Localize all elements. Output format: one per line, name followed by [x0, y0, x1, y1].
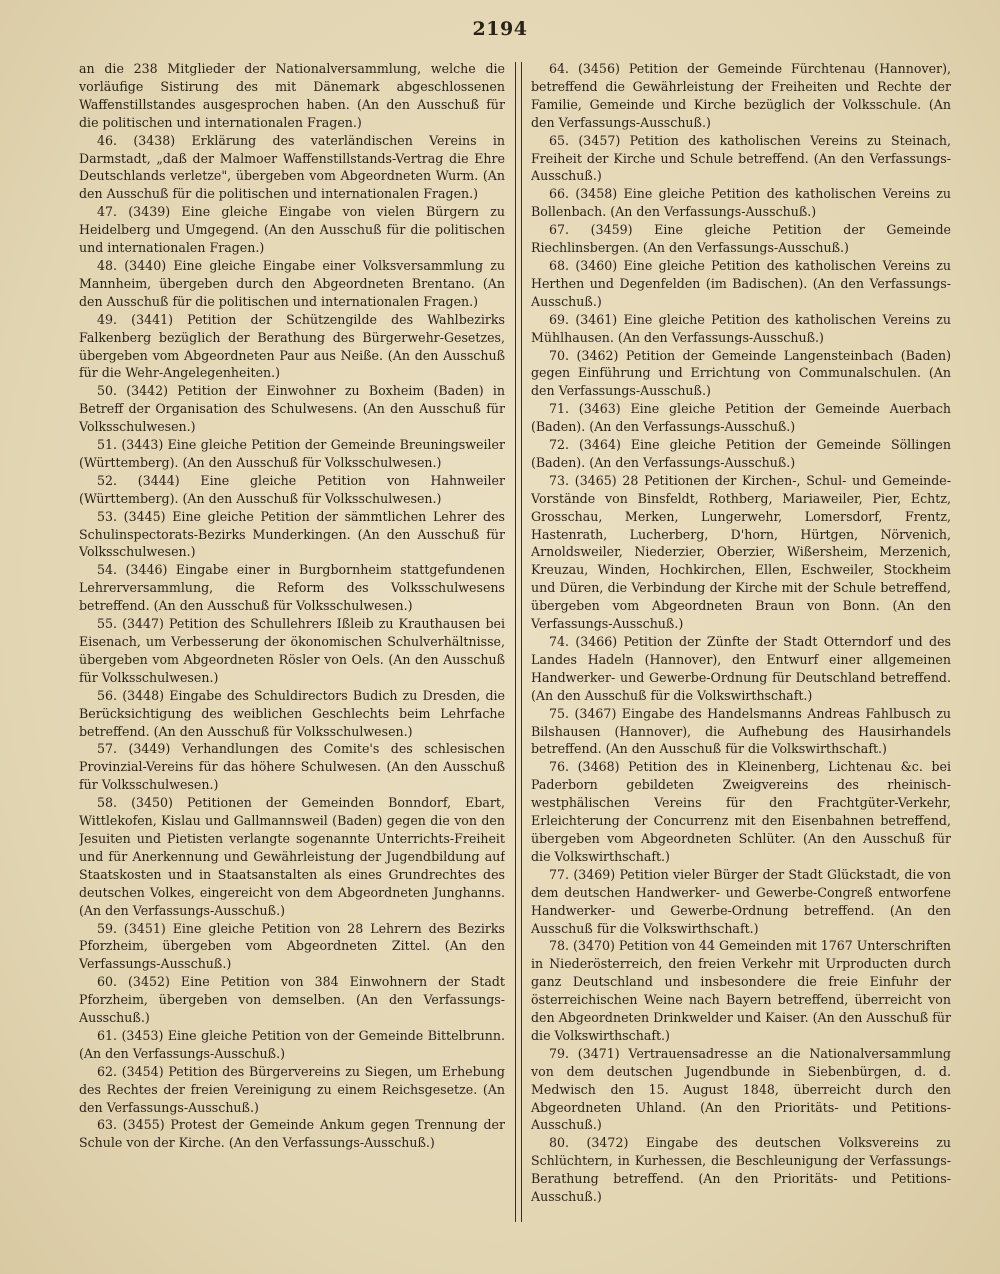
- petition-entry: 74. (3466) Petition der Zünfte der Stadt Otterndorf und des Landes Hadeln (Hannover), den Entwurf einer allgemeinen Handwerker- und Gewerbe-Ordnung für Deutschland betreffend. (An den Ausschuß für die Volkswirthschaft.): [531, 634, 951, 703]
- petition-entry: 54. (3446) Eingabe einer in Burgbornheim stattgefundenen Lehrerversammlung, die Reform des Volksschulwesens betreffend. (An den Ausschuß für Volksschulwesen.): [79, 562, 505, 614]
- petition-entry: 76. (3468) Petition des in Kleinenberg, Lichtenau &c. bei Paderborn gebildeten Zweigvereins des rheinisch-westphälischen Vereins für den Frachtgüter-Verkehr, Erleichterung der Concurrenz mit den Eisenbahnen betreffend, übergeben vom Abgeordneten Schlüter. (An den Ausschuß für die Volkswirthschaft.): [531, 759, 951, 864]
- petition-entry: 66. (3458) Eine gleiche Petition des katholischen Vereins zu Bollenbach. (An den Verfassungs-Ausschuß.): [531, 186, 951, 220]
- petition-entry: 71. (3463) Eine gleiche Petition der Gemeinde Auerbach (Baden). (An den Verfassungs-Ausschuß.): [531, 401, 951, 435]
- petition-entry: 62. (3454) Petition des Bürgervereins zu Siegen, um Erhebung des Rechtes der freien Vereinigung zu einem Reichsgesetze. (An den Verfassungs-Ausschuß.): [79, 1063, 505, 1115]
- petition-entry: 72. (3464) Eine gleiche Petition der Gemeinde Söllingen (Baden). (An den Verfassungs-Ausschuß.): [531, 437, 951, 470]
- right-column: [531, 60, 951, 1260]
- petition-entry: 67. (3459) Eine gleiche Petition der Gemeinde Riechlinsbergen. (An den Verfassungs-Ausschuß.): [531, 222, 951, 256]
- petition-entry: 59. (3451) Eine gleiche Petition von 28 Lehrern des Bezirks Pforzheim, übergeben vom Abgeordneten Zittel. (An den Verfassungs-Ausschuß.): [79, 920, 505, 972]
- petition-entry: 55. (3447) Petition des Schullehrers Ißleib zu Krauthausen bei Eisenach, um Verbesserung der ökonomischen Schulverhältnisse, übergeben vom Abgeordneten Rösler von Oels. (An den Ausschuß für Volksschulwesen.): [79, 616, 505, 685]
- petition-entry: 69. (3461) Eine gleiche Petition des katholischen Vereins zu Mühlhausen. (An den Verfassungs-Ausschuß.): [531, 311, 951, 345]
- petition-entry: 60. (3452) Eine Petition von 384 Einwohnern der Stadt Pforzheim, übergeben von demselben. (An den Verfassungs-Ausschuß.): [79, 974, 505, 1026]
- petition-entry: 77. (3469) Petition vieler Bürger der Stadt Glückstadt, die von dem deutschen Handwerker- und Gewerbe-Congreß entworfene Handwerker- und Gewerbe-Ordnung betreffend. (An den Ausschuß für die Volkswirthschaft.): [531, 866, 951, 936]
- petition-entry: 50. (3442) Petition der Einwohner zu Boxheim (Baden) in Betreff der Organisation des Schulwesens. (An den Ausschuß für Volksschulwesen.): [79, 383, 505, 435]
- petition-entry: 48. (3440) Eine gleiche Eingabe einer Volksversammlung zu Mannheim, übergeben durch den Abgeordneten Brentano. (An den Ausschuß für die politischen und internationalen Fragen.): [79, 257, 505, 309]
- petition-entry: 79. (3471) Vertrauensadresse an die Nationalversammlung von dem deutschen Jugendbunde in Siebenbürgen, d. d. Medwisch den 15. August 1848, überreicht durch den Abgeordneten Uhland. (An den Prioritäts- und Petitions-Ausschuß.): [531, 1045, 951, 1133]
- petition-entry: 52. (3444) Eine gleiche Petition von Hahnweiler (Württemberg). (An den Ausschuß für Volksschulwesen.): [79, 472, 505, 506]
- petition-entry: 53. (3445) Eine gleiche Petition der sämmtlichen Lehrer des Schulinspectorats-Bezirks Munderkingen. (An den Ausschuß für Volksschulwesen.): [79, 508, 505, 560]
- column-divider: [515, 62, 522, 1222]
- petition-entry: 63. (3455) Protest der Gemeinde Ankum gegen Trennung der Schule von der Kirche. (An den Verfassungs-Ausschuß.): [79, 1117, 505, 1151]
- petition-entry: 70. (3462) Petition der Gemeinde Langensteinbach (Baden) gegen Einführung und Errichtung von Communalschulen. (An den Verfassungs-Ausschuß.): [531, 347, 951, 399]
- petition-entry: 58. (3450) Petitionen der Gemeinden Bonndorf, Ebart, Wittlekofen, Kislau und Gallmannsweil (Baden) gegen die von den Jesuiten und Pietisten verlangte sogenannte Unterrichts-Freiheit und für Anerkennung und Gewährleistung der Jugendbildung auf Staatskosten und in Staatsanstalten als eines Grundrechtes des deutschen Volkes, eingereicht von dem Abgeordneten Junghanns. (An den Verfassungs-Ausschuß.): [79, 795, 505, 918]
- petition-entry: 68. (3460) Eine gleiche Petition des katholischen Vereins zu Herthen und Degenfelden (im Badischen). (An den Verfassungs-Ausschuß.): [531, 257, 951, 309]
- petition-entry: 78. (3470) Petition von 44 Gemeinden mit 1767 Unterschriften in Niederösterreich, den freien Verkehr mit Urproducten durch ganz Deutschland und insbesondere die freie Einfuhr der österreichischen Weine nach Bayern betreffend, überreicht von den Abgeordneten Drinkwelder und Kaiser. (An den Ausschuß für die Volkswirthschaft.): [531, 938, 951, 1043]
- petition-entry: 56. (3448) Eingabe des Schuldirectors Budich zu Dresden, die Berücksichtigung des weiblichen Geschlechts beim Lehrfache betreffend. (An den Ausschuß für Volksschulwesen.): [79, 687, 505, 739]
- petition-entry: 73. (3465) 28 Petitionen der Kirchen-, Schul- und Gemeinde-Vorstände von Binsfeldt, Rothberg, Mariaweiler, Pier, Echtz, Grosschau, Merken, Lungerwehr, Lomersdorf, Frentz, Hastenrath, Lucherberg, D'horn, Hürtgen, Nörvenich, Arnoldsweiler, Niederzier, Oberzier, Wißersheim, Merzenich, Kreuzau, Winden, Hochkirchen, Ellen, Eschweiler, Stockheim und Düren, die Verbindung der Kirche mit der Schule betreffend, übergeben vom Abgeordneten Braun von Bonn. (An den Verfassungs-Ausschuß.): [531, 472, 951, 632]
- petition-entry: 47. (3439) Eine gleiche Eingabe von vielen Bürgern zu Heidelberg und Umgegend. (An den Ausschuß für die politischen und internationalen Fragen.): [79, 204, 505, 256]
- left-column: [79, 60, 505, 1260]
- petition-entry: 49. (3441) Petition der Schützengilde des Wahlbezirks Falkenberg bezüglich der Berathung des Bürgerwehr-Gesetzes, übergeben vom Abgeordneten Paur aus Neiße. (An den Ausschuß für die Wehr-Angelegenheiten.): [79, 311, 505, 381]
- petition-entry: 57. (3449) Verhandlungen des Comite's des schlesischen Provinzial-Vereins für das höhere Schulwesen. (An den Ausschuß für Volksschulwesen.): [79, 741, 505, 793]
- page-number: 2194: [472, 18, 528, 40]
- petition-entry: 51. (3443) Eine gleiche Petition der Gemeinde Breuningsweiler (Württemberg). (An den Ausschuß für Volksschulwesen.): [79, 437, 505, 470]
- petition-entry: 65. (3457) Petition des katholischen Vereins zu Steinach, Freiheit der Kirche und Schule betreffend. (An den Verfassungs-Ausschuß.): [531, 132, 951, 184]
- petition-entry: an die 238 Mitglieder der Nationalversammlung, welche die vorläufige Sistirung des mit Dänemark abgeschlossenen Waffenstillstandes ausgesprochen haben. (An den Ausschuß für die politischen und internationalen Fragen.): [79, 61, 505, 130]
- petition-entry: 64. (3456) Petition der Gemeinde Fürchtenau (Hannover), betreffend die Gewährleistung der Freiheiten und Rechte der Familie, Gemeinde und Kirche bezüglich der Volksschule. (An den Verfassungs-Ausschuß.): [531, 61, 951, 130]
- petition-entry: 61. (3453) Eine gleiche Petition von der Gemeinde Bittelbrunn. (An den Verfassungs-Ausschuß.): [79, 1027, 505, 1061]
- petition-entry: 80. (3472) Eingabe des deutschen Volksvereins zu Schlüchtern, in Kurhessen, die Beschleunigung der Verfassungs-Berathung betreffend. (An den Prioritäts- und Petitions-Ausschuß.): [531, 1135, 951, 1205]
- petition-entry: 46. (3438) Erklärung des vaterländischen Vereins in Darmstadt, „daß der Malmoer Waffenstillstands-Vertrag die Ehre Deutschlands verletze", übergeben vom Abgeordneten Wurm. (An den Ausschuß für die politischen und internationalen Fragen.): [79, 132, 505, 202]
- petition-entry: 75. (3467) Eingabe des Handelsmanns Andreas Fahlbusch zu Bilshausen (Hannover), die Aufhebung des Hausirhandels betreffend. (An den Ausschuß für die Volkswirthschaft.): [531, 705, 951, 757]
